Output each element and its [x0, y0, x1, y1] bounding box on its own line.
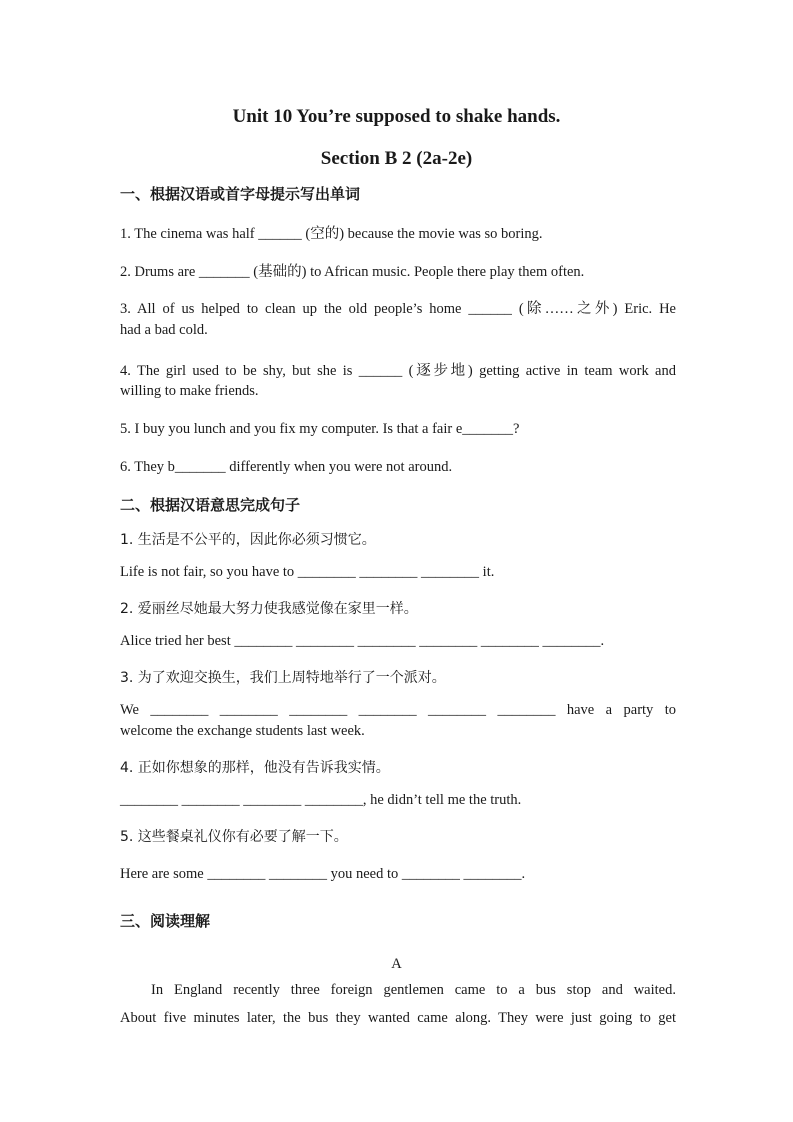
part2-item-2-cn: 2. 爱丽丝尽她最大努力使我感觉像在家里一样。: [120, 601, 418, 617]
passage-line-1: In England recently three foreign gentlemen came to a bus stop and waited.: [151, 982, 676, 998]
part2-item-2-en: Alice tried her best ________ ________ ________ ________ ________ ________.: [120, 633, 605, 649]
part2-heading: 二、根据汉语意思完成句子: [120, 496, 301, 514]
part1-item-5: 5. I buy you lunch and you fix my computer. Is that a fair e_______?: [120, 421, 520, 437]
passage-label: A: [391, 956, 402, 972]
part2-item-4-cn: 4. 正如你想象的那样，他没有告诉我实情。: [120, 760, 390, 776]
page-title: Unit 10 You’re supposed to shake hands.: [232, 106, 561, 127]
passage-line-2: About five minutes later, the bus they wanted came along. They were just going to get: [120, 1010, 676, 1026]
part1-item-4: 4. The girl used to be shy, but she is ______ (逐步地) getting active in team work and: [120, 363, 676, 379]
part1-item-3-cont: had a bad cold.: [120, 322, 208, 338]
part1-item-2: 2. Drums are _______ (基础的) to African music. People there play them often.: [120, 264, 585, 280]
part1-item-3: 3. All of us helped to clean up the old people’s home ______ (除……之外) Eric. He: [120, 301, 676, 317]
part2-item-1-en: Life is not fair, so you have to ________ ________ ________ it.: [120, 564, 495, 580]
part1-item-1: 1. The cinema was half ______ (空的) because the movie was so boring.: [120, 226, 543, 242]
part2-item-3-en: We ________ ________ ________ ________ ________ ________ have a party to: [120, 702, 676, 718]
part1-item-6: 6. They b_______ differently when you were not around.: [120, 459, 453, 475]
part2-item-1-cn: 1. 生活是不公平的，因此你必须习惯它。: [120, 532, 376, 548]
part3-heading: 三、阅读理解: [120, 912, 211, 930]
part2-item-5-en: Here are some ________ ________ you need to ________ ________.: [120, 866, 526, 882]
section-subtitle: Section B 2 (2a-2e): [320, 148, 473, 169]
part1-item-4-cont: willing to make friends.: [120, 383, 259, 399]
part2-item-4-en: ________ ________ ________ ________, he didn’t tell me the truth.: [120, 792, 522, 808]
part2-item-3-cn: 3. 为了欢迎交换生，我们上周特地举行了一个派对。: [120, 670, 446, 686]
part2-item-3-en-cont: welcome the exchange students last week.: [120, 723, 365, 739]
part1-heading: 一、根据汉语或首字母提示写出单词: [120, 185, 361, 203]
part2-item-5-cn: 5. 这些餐桌礼仪你有必要了解一下。: [120, 829, 348, 845]
